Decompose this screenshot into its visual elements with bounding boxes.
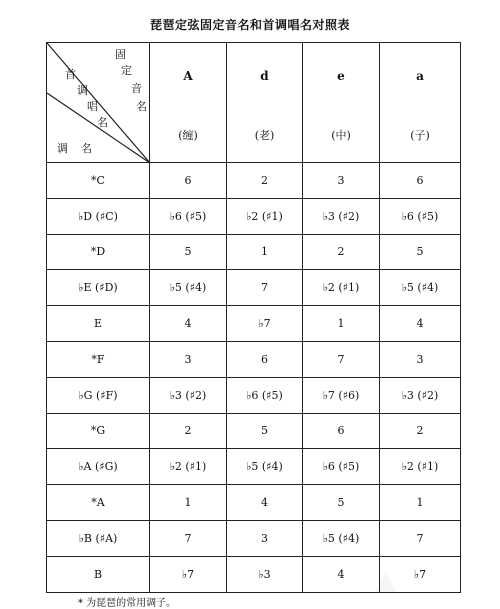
- table-title: 琵琶定弦固定音名和首调唱名对照表: [149, 18, 350, 32]
- column-string-name: (老): [254, 129, 275, 142]
- note-cell: ♭6 (♯5): [303, 449, 380, 485]
- column-string-name: (缠): [178, 129, 198, 142]
- note-cell: 3: [380, 341, 461, 377]
- corner-solfa-label-2: 调: [77, 84, 88, 97]
- note-cell: 5: [303, 485, 380, 521]
- corner-fixed-label-3: 音: [131, 82, 142, 95]
- note-cell: 6: [380, 163, 461, 199]
- tuning-table: [46, 42, 461, 593]
- corner-key-label-1: 调: [57, 142, 68, 155]
- key-name-cell: ♭D (♯C): [47, 198, 150, 234]
- note-cell: ♭7: [380, 556, 461, 592]
- note-cell: 3: [227, 520, 303, 556]
- watermark-icon: [372, 568, 400, 596]
- table-row: [47, 377, 461, 413]
- corner-key-label-2: 名: [81, 142, 92, 155]
- key-name-cell: ♭B (♯A): [47, 520, 150, 556]
- table-row: [47, 413, 461, 449]
- footnote: * 为琵琶的常用调子。: [78, 598, 177, 609]
- column-header-e: [303, 43, 380, 163]
- note-cell: 1: [150, 485, 227, 521]
- note-cell: 7: [303, 341, 380, 377]
- corner-header-cell: [47, 43, 150, 163]
- table-row: [47, 198, 461, 234]
- column-header-d: [227, 43, 303, 163]
- note-cell: 5: [150, 234, 227, 270]
- note-cell: ♭2 (♯1): [380, 449, 461, 485]
- note-cell: 7: [380, 520, 461, 556]
- note-cell: ♭2 (♯1): [303, 270, 380, 306]
- key-name-cell: *A: [47, 485, 150, 521]
- key-name-cell: *C: [47, 163, 150, 199]
- note-cell: 2: [227, 163, 303, 199]
- corner-solfa-label-1: 首: [65, 68, 76, 81]
- note-cell: 4: [150, 306, 227, 342]
- note-cell: 2: [303, 234, 380, 270]
- note-cell: 7: [227, 270, 303, 306]
- note-cell: ♭3: [227, 556, 303, 592]
- note-cell: ♭3 (♯2): [150, 377, 227, 413]
- corner-fixed-label-1: 固: [115, 48, 126, 61]
- note-cell: ♭7: [227, 306, 303, 342]
- note-cell: 4: [227, 485, 303, 521]
- key-name-cell: ♭E (♯D): [47, 270, 150, 306]
- note-cell: 4: [303, 556, 380, 592]
- key-name-cell: E: [47, 306, 150, 342]
- note-cell: ♭6 (♯5): [227, 377, 303, 413]
- corner-solfa-label-3: 唱: [87, 100, 98, 113]
- key-name-cell: B: [47, 556, 150, 592]
- table-row: [47, 163, 461, 199]
- key-name-cell: ♭A (♯G): [47, 449, 150, 485]
- note-cell: 5: [380, 234, 461, 270]
- note-cell: ♭2 (♯1): [150, 449, 227, 485]
- note-cell: 1: [303, 306, 380, 342]
- note-cell: 6: [150, 163, 227, 199]
- column-letter: a: [416, 69, 424, 83]
- header-row: [47, 43, 461, 163]
- column-letter: d: [260, 69, 269, 83]
- note-cell: ♭2 (♯1): [227, 198, 303, 234]
- note-cell: ♭7 (♯6): [303, 377, 380, 413]
- key-name-cell: ♭G (♯F): [47, 377, 150, 413]
- note-cell: ♭5 (♯4): [227, 449, 303, 485]
- column-string-name: (中): [331, 129, 351, 142]
- corner-solfa-label-4: 名: [97, 116, 108, 129]
- note-cell: 7: [150, 520, 227, 556]
- note-cell: ♭7: [150, 556, 227, 592]
- column-header-a: [150, 43, 227, 163]
- note-cell: ♭6 (♯5): [380, 198, 461, 234]
- note-cell: 4: [380, 306, 461, 342]
- note-cell: ♭5 (♯4): [380, 270, 461, 306]
- note-cell: 3: [303, 163, 380, 199]
- corner-fixed-label-2: 定: [121, 64, 132, 77]
- table-row: [47, 449, 461, 485]
- corner-fixed-label-4: 名: [136, 100, 147, 113]
- note-cell: 2: [380, 413, 461, 449]
- table-row: [47, 485, 461, 521]
- table-row: [47, 234, 461, 270]
- table-row: [47, 306, 461, 342]
- note-cell: 5: [227, 413, 303, 449]
- note-cell: 1: [227, 234, 303, 270]
- note-cell: ♭3 (♯2): [303, 198, 380, 234]
- key-name-cell: *G: [47, 413, 150, 449]
- note-cell: ♭3 (♯2): [380, 377, 461, 413]
- table-row: [47, 520, 461, 556]
- table-row: [47, 270, 461, 306]
- key-name-cell: *D: [47, 234, 150, 270]
- table-row: [47, 341, 461, 377]
- key-name-cell: *F: [47, 341, 150, 377]
- column-letter: A: [183, 69, 193, 83]
- note-cell: 1: [380, 485, 461, 521]
- note-cell: ♭5 (♯4): [303, 520, 380, 556]
- column-string-name: (子): [410, 129, 430, 142]
- note-cell: ♭5 (♯4): [150, 270, 227, 306]
- note-cell: 6: [303, 413, 380, 449]
- column-header-a-lower: [380, 43, 461, 163]
- note-cell: 3: [150, 341, 227, 377]
- note-cell: 2: [150, 413, 227, 449]
- note-cell: ♭6 (♯5): [150, 198, 227, 234]
- column-letter: e: [337, 69, 345, 83]
- note-cell: 6: [227, 341, 303, 377]
